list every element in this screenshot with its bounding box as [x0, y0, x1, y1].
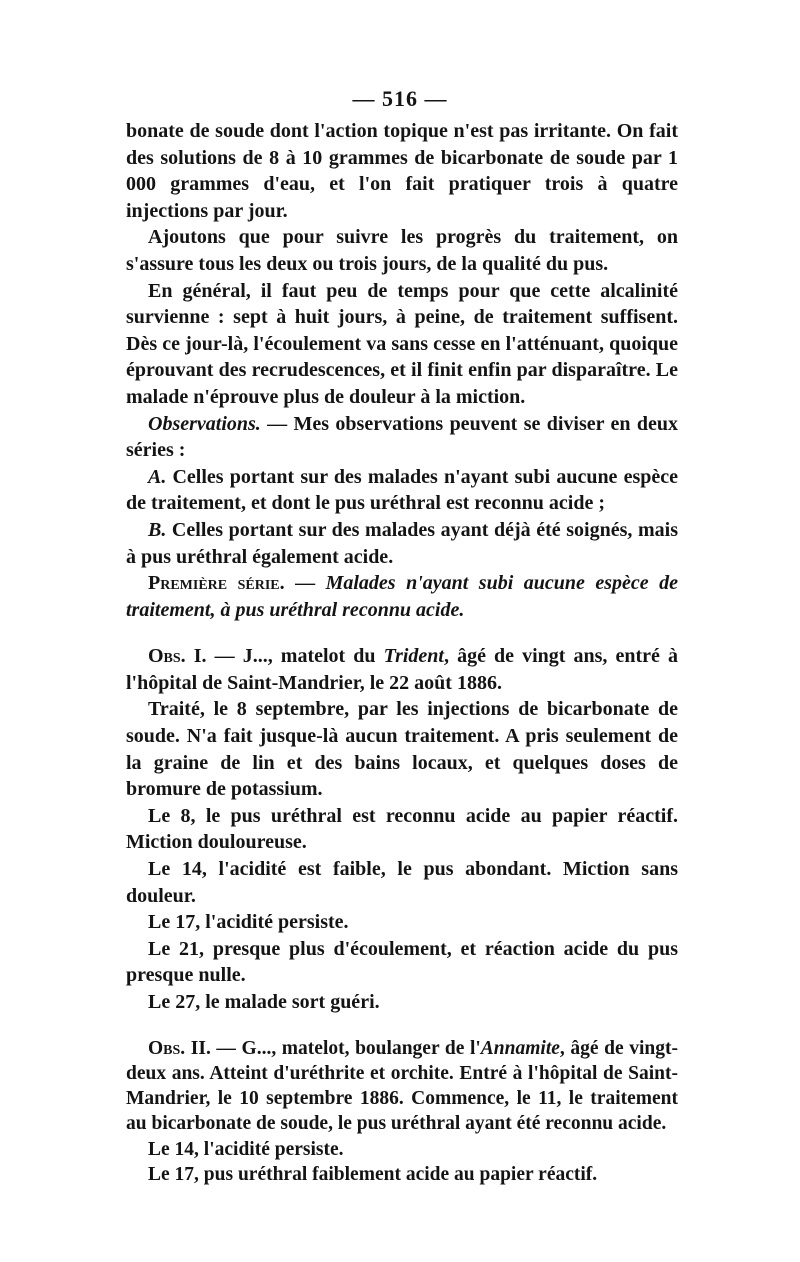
observation-1: [126, 643, 678, 1015]
observation-intro: [126, 643, 678, 696]
ship-name: Annamite: [480, 1037, 560, 1059]
paragraph: Ajoutons que pour suivre les progrès du traitement, on s'assure tous les deux ou trois jours, de la qualité du pus.: [126, 226, 678, 275]
observation-entry: Le 27, le malade sort guéri.: [148, 991, 380, 1013]
observations-heading-paragraph: [126, 411, 678, 464]
paragraph-text: Celles portant sur des malades ayant déjà été soignés, mais à pus uréthral également acide.: [126, 518, 678, 568]
first-series-label: Première série.: [148, 572, 285, 595]
paragraph-text: Celles portant sur des malades n'ayant subi aucune espèce de traitement, et dont le pus uréthral est reconnu acide ;: [126, 465, 678, 515]
observation-label: Obs. II.: [148, 1037, 211, 1059]
observation-entry: Le 8, le pus uréthral est reconnu acide au papier réactif. Miction douloureuse.: [126, 804, 678, 854]
series-b-paragraph: [126, 517, 678, 570]
observation-text: , âgé de vingt-deux ans. Atteint d'uréthrite et orchite. Entré à l'hôpital de Saint-Mandrier, le 10 septembre 1886. Commence, le 11, le traitement au bicarbonate de soude, le pus uréthral ayant été reconnu acide.: [126, 1037, 678, 1135]
first-series-title: Malades n'ayant subi aucune espèce de traitement, à pus uréthral reconnu acide.: [126, 572, 678, 621]
observation-2: [126, 1036, 678, 1188]
ship-name: Trident: [383, 645, 444, 668]
dash: —: [284, 572, 326, 595]
observations-label: Observations.: [148, 412, 261, 435]
series-a-paragraph: [126, 464, 678, 517]
observation-intro: [126, 1036, 678, 1137]
observation-text: , âgé de vingt ans, entré à l'hôpital de Saint-Mandrier, le 22 août 1886.: [126, 645, 678, 694]
observation-text: — J..., matelot du: [206, 645, 384, 668]
series-b-label: B.: [148, 518, 167, 541]
observation-entry: Le 21, presque plus d'écoulement, et réaction acide du pus presque nulle.: [126, 937, 678, 987]
observation-entry: Le 14, l'acidité persiste.: [148, 1138, 344, 1160]
observation-entry: Le 14, l'acidité est faible, le pus abondant. Miction sans douleur.: [126, 858, 678, 907]
observation-entry: Le 17, l'acidité persiste.: [148, 911, 349, 934]
paragraph: bonate de soude dont l'action topique n'est pas irritante. On fait des solutions de 8 à 10 grammes de bicarbonate de soude par 1 000 grammes d'eau, et l'on fait pratiquer trois à quatre injections par jour.: [126, 120, 678, 222]
observation-text: — G..., matelot, boulanger de l': [210, 1037, 481, 1059]
observation-label: Obs. I.: [148, 645, 207, 668]
paragraph-text: — Mes observations peuvent se diviser en deux séries :: [126, 412, 678, 462]
page-number: — 516 —: [352, 86, 448, 111]
first-series-heading: [126, 570, 678, 623]
paragraph: En général, il faut peu de temps pour que cette alcalinité survienne : sept à huit jours, à peine, de traitement suffisent. Dès ce jour-là, l'écoulement va sans cesse en l'atténuant, quoique éprouvant des recrudescences, et il finit enfin par disparaître. Le malade n'éprouve plus de douleur à la miction.: [126, 279, 678, 408]
body-text: [126, 118, 678, 1187]
series-a-label: A.: [148, 465, 167, 488]
observation-entry: Traité, le 8 septembre, par les injections de bicarbonate de soude. N'a fait jusque-là aucun traitement. A pris seulement de la graine de lin et des bains locaux, et quelques doses de bromure de potassium.: [126, 698, 678, 801]
observation-entry: Le 17, pus uréthral faiblement acide au papier réactif.: [148, 1164, 598, 1186]
